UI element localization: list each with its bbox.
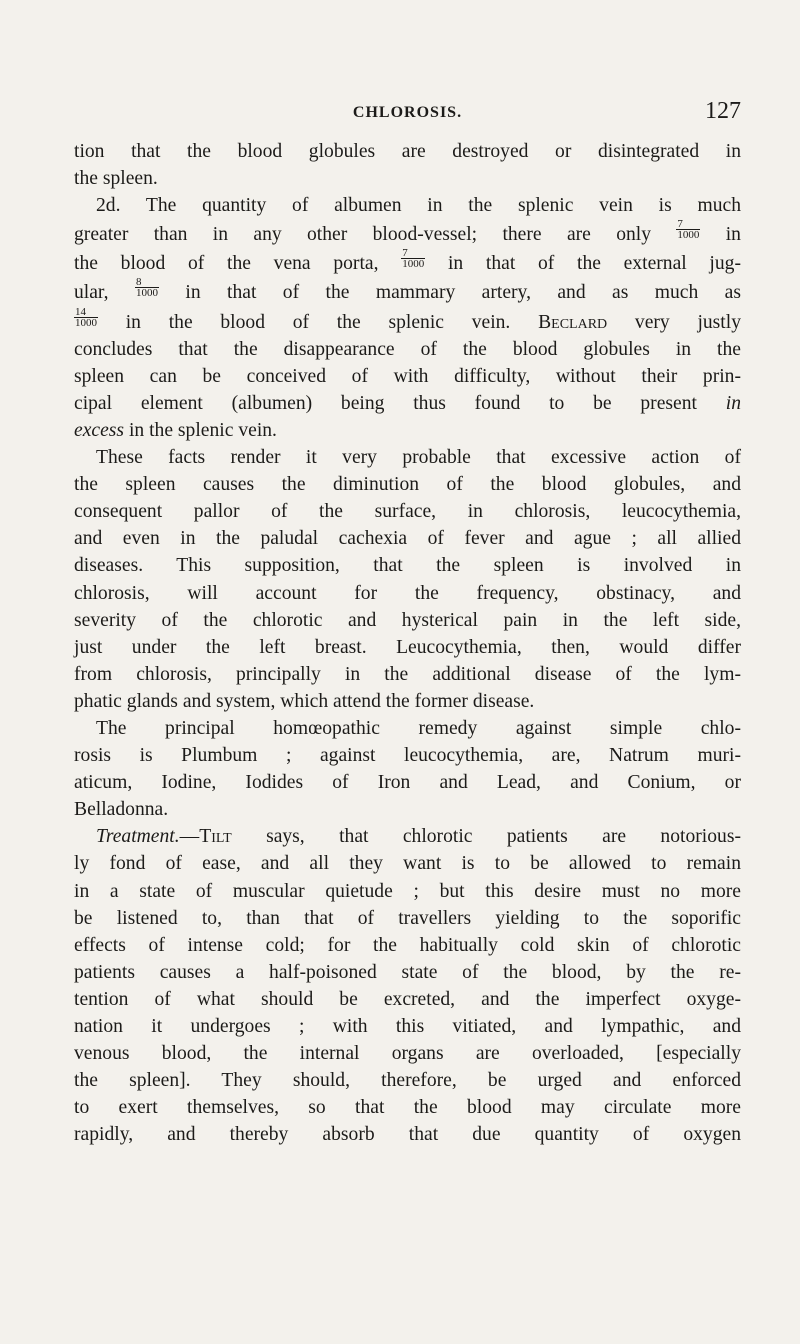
emphasis-text: in: [725, 392, 741, 414]
paragraph-remedy: [74, 715, 741, 823]
text-line: nation it undergoes ; with this vitiated, and lympathic, and: [74, 1016, 741, 1037]
fraction-jugular: [401, 248, 425, 269]
text-line: diseases. This supposition, that the spleen is involved in: [74, 555, 741, 577]
text-line: [74, 417, 741, 444]
page-header: [74, 98, 741, 128]
text-line: from chlorosis, principally in the additional disease of the lym-: [74, 663, 741, 685]
text-line: consequent pallor of the surface, in chlorosis, leucocythemia,: [74, 501, 741, 523]
fraction-numerator: 7: [401, 248, 425, 259]
text-line: Belladonna.: [74, 799, 169, 821]
paragraph-albumen: [74, 192, 741, 444]
paragraph-continuation: [74, 138, 741, 192]
paragraph-treatment: [74, 823, 741, 1148]
text-line: just under the left breast. Leucocythemia, then, would differ: [74, 636, 741, 658]
text-line: effects of intense cold; for the habitually cold skin of chlorotic: [74, 934, 741, 956]
fraction-mammary: [135, 277, 159, 298]
body-text: [74, 138, 741, 1148]
text-line: The principal homœopathic remedy against simple chlo-: [96, 717, 741, 739]
fraction-numerator: 7: [676, 219, 700, 230]
text-line: to exert themselves, so that the blood may circulate more: [74, 1097, 741, 1119]
text-span: cipal element (albumen) being thus found to be present: [74, 392, 697, 414]
text-span: in the splenic vein.: [128, 419, 277, 441]
dash: —: [179, 826, 200, 848]
text-line: aticum, Iodine, Iodides of Iron and Lead, and Conium, or: [74, 772, 741, 794]
text-line: [74, 219, 741, 248]
text-line: [74, 277, 741, 306]
text-line: [74, 307, 741, 336]
author-tilt: Tilt: [199, 826, 232, 848]
fraction-vena-porta: [676, 219, 700, 240]
text-span: very justly: [634, 311, 741, 333]
text-line: ly fond of ease, and all they want is to be allowed to remain: [74, 853, 741, 875]
text-line: severity of the chlorotic and hysterical pain in the left side,: [74, 609, 741, 631]
text-line: the spleen causes the diminution of the blood globules, and: [74, 474, 741, 496]
author-beclard: Beclard: [538, 311, 608, 333]
text-line: the spleen]. They should, therefore, be urged and enforced: [74, 1070, 741, 1092]
fraction-denominator: 1000: [677, 229, 700, 242]
fraction-numerator: 8: [135, 277, 159, 288]
fraction-denominator: 1000: [402, 258, 425, 271]
text-span: the blood of the vena porta,: [74, 253, 379, 275]
text-line: and even in the paludal cachexia of fever and ague ; all allied: [74, 528, 741, 550]
text-span: ular,: [74, 282, 109, 304]
text-line: in a state of muscular quietude ; but this desire must no more: [74, 880, 741, 902]
text-span: greater than in any other blood-vessel; there are only: [74, 224, 652, 246]
paragraph-facts: [74, 444, 741, 715]
emphasis-text: excess: [74, 419, 125, 441]
fraction-numerator: 14: [74, 307, 98, 318]
fraction-denominator: 1000: [75, 316, 97, 329]
text-line: phatic glands and system, which attend the former disease.: [74, 690, 535, 712]
text-line: rosis is Plumbum ; against leucocythemia, are, Natrum muri-: [74, 745, 741, 767]
text-line: rapidly, and thereby absorb that due quantity of oxygen: [74, 1124, 741, 1146]
text-line: These facts render it very probable that excessive action of: [96, 447, 741, 469]
text-span: in: [725, 224, 741, 246]
text-span: in that of the mammary artery, and as much as: [185, 282, 742, 304]
running-title: CHLOROSIS.: [352, 104, 463, 121]
text-line: be listened to, than that of travellers yielding to the soporific: [74, 907, 741, 929]
text-line: [74, 390, 741, 417]
text-line: venous blood, the internal organs are overloaded, [especially: [74, 1043, 741, 1065]
fraction-denominator: 1000: [135, 287, 158, 300]
text-span: in that of the external jug-: [447, 253, 741, 275]
text-line: spleen can be conceived of with difficulty, without their prin-: [74, 365, 741, 387]
text-line: chlorosis, will account for the frequency, obstinacy, and: [74, 582, 741, 604]
text-line: the spleen.: [74, 168, 158, 190]
text-line: tion that the blood globules are destroyed or disintegrated in: [74, 141, 741, 162]
text-line: 2d. The quantity of albumen in the splenic vein is much: [96, 195, 741, 217]
fraction-splenic: [74, 307, 98, 328]
text-line: tention of what should be excreted, and the imperfect oxyge-: [74, 988, 741, 1010]
text-line: concludes that the disappearance of the blood globules in the: [74, 338, 741, 360]
text-span: says, that chlorotic patients are notorious-: [266, 826, 741, 848]
text-line: [74, 823, 741, 850]
text-line: patients causes a half-poisoned state of the blood, by the re-: [74, 961, 741, 983]
section-heading-treatment: Treatment.: [96, 826, 180, 848]
text-span: in the blood of the splenic vein.: [125, 311, 511, 333]
page-number: 127: [705, 98, 741, 124]
text-line: [74, 248, 741, 277]
